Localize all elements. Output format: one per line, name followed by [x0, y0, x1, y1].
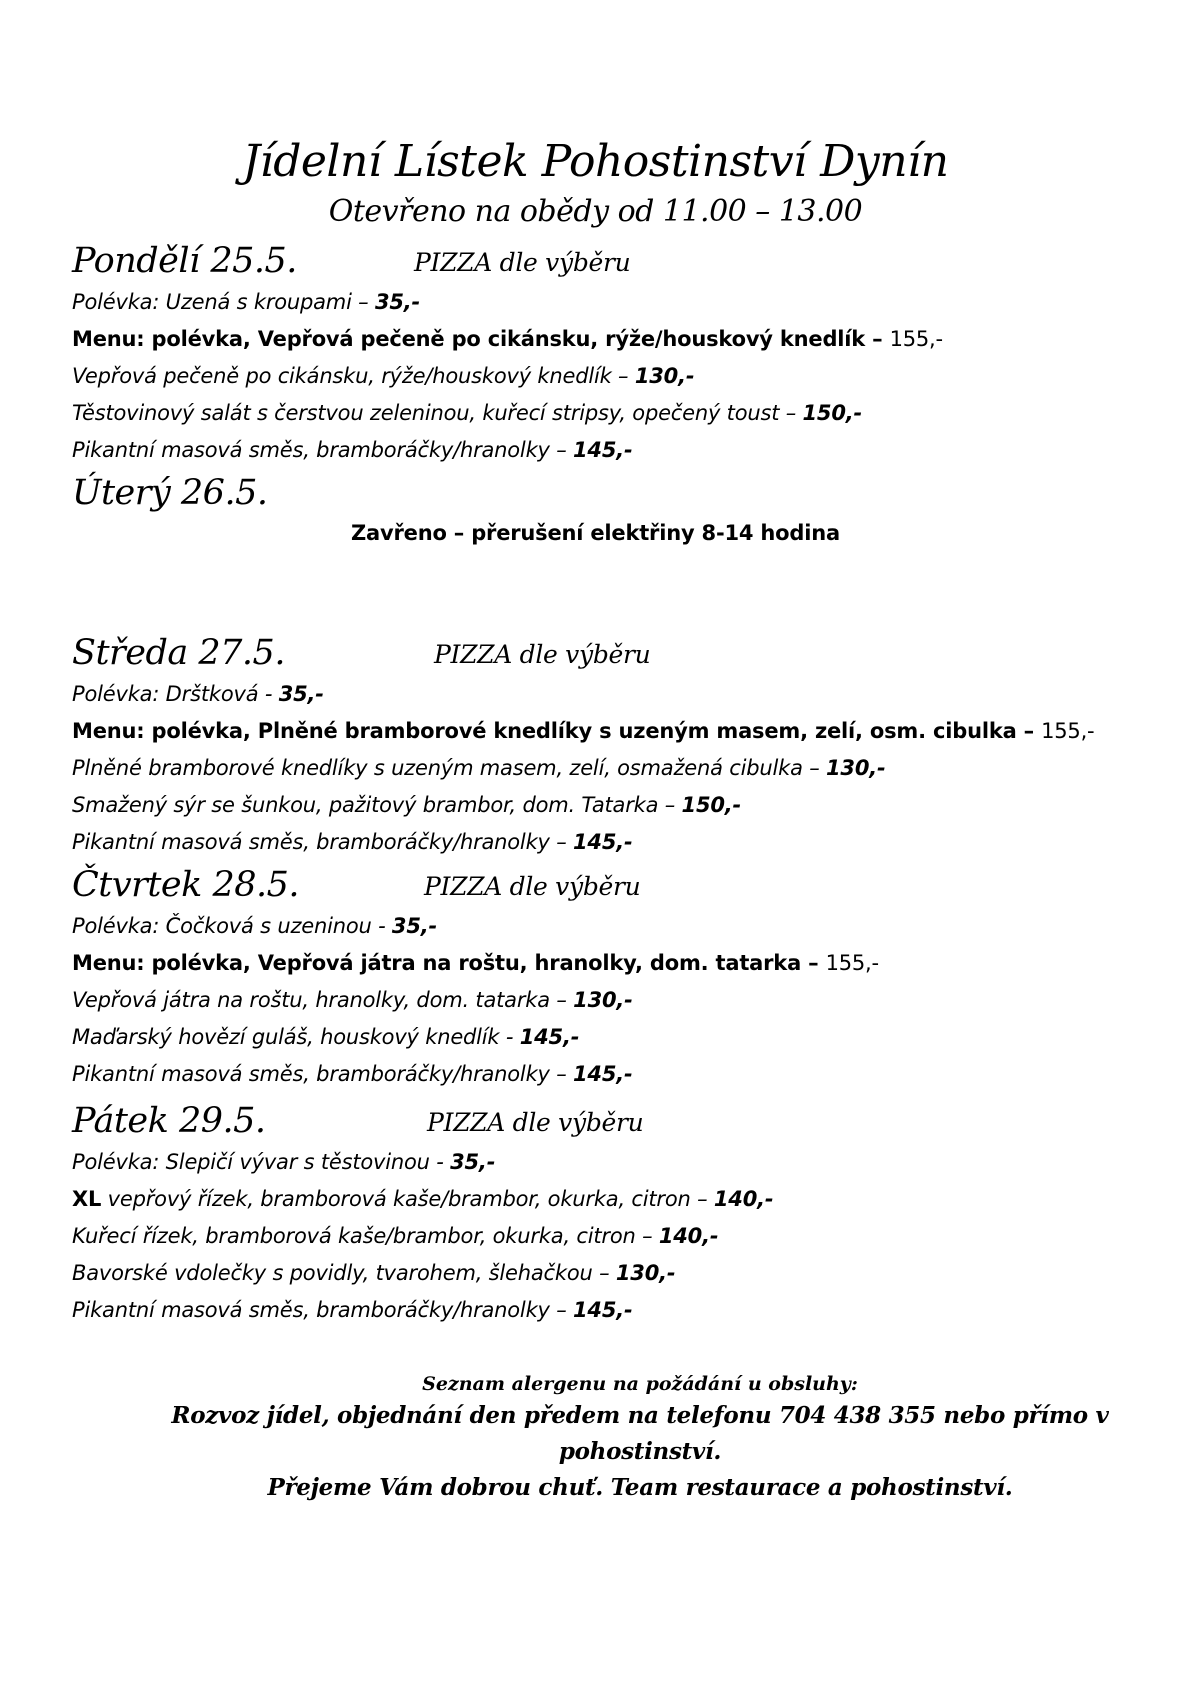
pizza-note: PIZZA dle výběru — [434, 640, 651, 669]
soup-item — [72, 284, 1132, 321]
item-price: 145,- — [573, 830, 633, 854]
item-price: 35,- — [374, 290, 421, 314]
pizza-note: PIZZA dle výběru — [427, 1108, 644, 1137]
item-price: 140,- — [713, 1187, 774, 1211]
day-monday — [72, 238, 1132, 469]
item-text: Vepřová pečeně po cikánsku, rýže/houskový knedlík – — [72, 364, 635, 388]
item-price: 35,- — [391, 914, 438, 938]
delivery-note: Rozvoz jídel, objednání den předem na telefonu 704 438 355 nebo přímo v pohostinství. — [171, 1402, 1109, 1465]
opening-hours: Otevřeno na obědy od 11.00 – 13.00 — [328, 194, 863, 229]
day-header — [72, 470, 1132, 516]
dish-item — [72, 824, 1132, 861]
item-price: 130,- — [615, 1261, 676, 1285]
item-text: Bavorské vdolečky s povidly, tvarohem, šlehačkou – — [72, 1261, 616, 1285]
item-price: 155,- — [1041, 719, 1095, 743]
day-name: Úterý 26.5. — [72, 473, 268, 513]
item-price: 145,- — [573, 438, 633, 462]
item-price: 130,- — [826, 756, 886, 780]
day-header — [72, 238, 1132, 284]
day-name: Středa 27.5. — [72, 633, 285, 673]
dish-item — [72, 982, 1132, 1019]
dish-item — [72, 1218, 1132, 1255]
footer — [150, 1370, 1130, 1506]
soup-item — [72, 676, 1132, 713]
item-text: Polévka: Čočková s uzeninou - — [72, 914, 392, 938]
item-text: Pikantní masová směs, bramboráčky/hranolky – — [72, 830, 574, 854]
item-text: Kuřecí řízek, bramborová kaše/brambor, okurka, citron – — [72, 1224, 659, 1248]
day-name: Čtvrtek 28.5. — [72, 865, 300, 905]
item-price: 130,- — [573, 988, 633, 1012]
dish-item — [72, 395, 1132, 432]
closing-wish: Přejeme Vám dobrou chuť. Team restaurace a pohostinství. — [267, 1474, 1013, 1501]
item-text: Pikantní masová směs, bramboráčky/hranolky – — [72, 438, 574, 462]
pizza-note: PIZZA dle výběru — [424, 872, 641, 901]
item-text: Polévka: Drštková - — [72, 682, 279, 706]
menu-item — [72, 321, 1132, 358]
day-name: Pátek 29.5. — [72, 1101, 266, 1141]
item-price: 150,- — [681, 793, 742, 817]
day-header — [72, 862, 1132, 908]
item-price: 35,- — [450, 1150, 496, 1174]
item-text: Pikantní masová směs, bramboráčky/hranolky – — [72, 1298, 574, 1322]
closed-note: Zavřeno – přerušení elektřiny 8-14 hodina — [351, 521, 840, 545]
item-text: Těstovinový salát s čerstvou zeleninou, kuřecí stripsy, opečený toust – — [72, 401, 803, 425]
soup-item — [72, 1144, 1132, 1181]
xl-label: XL — [72, 1187, 102, 1211]
page-title: Jídelní Lístek Pohostinství Dynín — [242, 136, 949, 187]
item-text: Menu: polévka, Plněné bramborové knedlíky s uzeným masem, zelí, osm. cibulka – — [72, 719, 1042, 743]
item-price: 130,- — [634, 364, 695, 388]
dish-item — [72, 1181, 1132, 1218]
item-price: 155,- — [889, 327, 943, 351]
day-tuesday — [72, 470, 1132, 516]
soup-item — [72, 908, 1132, 945]
dish-item — [72, 358, 1132, 395]
day-wednesday — [72, 630, 1132, 861]
allergens-note: Seznam alergenu na požádání u obsluhy: — [422, 1373, 858, 1395]
item-text: Vepřová játra na roštu, hranolky, dom. tatarka – — [72, 988, 574, 1012]
item-price: 140,- — [658, 1224, 719, 1248]
item-price: 145,- — [519, 1025, 580, 1049]
item-text: Menu: polévka, Vepřová játra na roštu, hranolky, dom. tatarka – — [72, 951, 826, 975]
item-price: 35,- — [278, 682, 324, 706]
item-text: vepřový řízek, bramborová kaše/brambor, okurka, citron – — [101, 1187, 714, 1211]
menu-item — [72, 945, 1132, 982]
dish-item — [72, 750, 1132, 787]
day-header — [72, 630, 1132, 676]
item-price: 155,- — [825, 951, 879, 975]
dish-item — [72, 1056, 1132, 1093]
item-text: Menu: polévka, Vepřová pečeně po cikánsku, rýže/houskový knedlík – — [72, 327, 890, 351]
menu-item — [72, 713, 1132, 750]
day-name: Pondělí 25.5. — [72, 241, 297, 281]
dish-item — [72, 1292, 1132, 1329]
item-price: 145,- — [573, 1062, 633, 1086]
item-price: 145,- — [573, 1298, 633, 1322]
pizza-note: PIZZA dle výběru — [414, 248, 631, 277]
dish-item — [72, 787, 1132, 824]
item-text: Polévka: Slepičí vývar s těstovinou - — [72, 1150, 451, 1174]
item-text: Pikantní masová směs, bramboráčky/hranolky – — [72, 1062, 574, 1086]
day-header — [72, 1098, 1132, 1144]
dish-item — [72, 1255, 1132, 1292]
item-price: 150,- — [802, 401, 863, 425]
item-text: Maďarský hovězí guláš, houskový knedlík - — [72, 1025, 520, 1049]
dish-item — [72, 1019, 1132, 1056]
item-text: Polévka: Uzená s kroupami – — [72, 290, 375, 314]
item-text: Plněné bramborové knedlíky s uzeným masem, zelí, osmažená cibulka – — [72, 756, 826, 780]
day-friday — [72, 1098, 1132, 1329]
item-text: Smažený sýr se šunkou, pažitový brambor, dom. Tatarka – — [72, 793, 682, 817]
day-thursday — [72, 862, 1132, 1093]
dish-item — [72, 432, 1132, 469]
